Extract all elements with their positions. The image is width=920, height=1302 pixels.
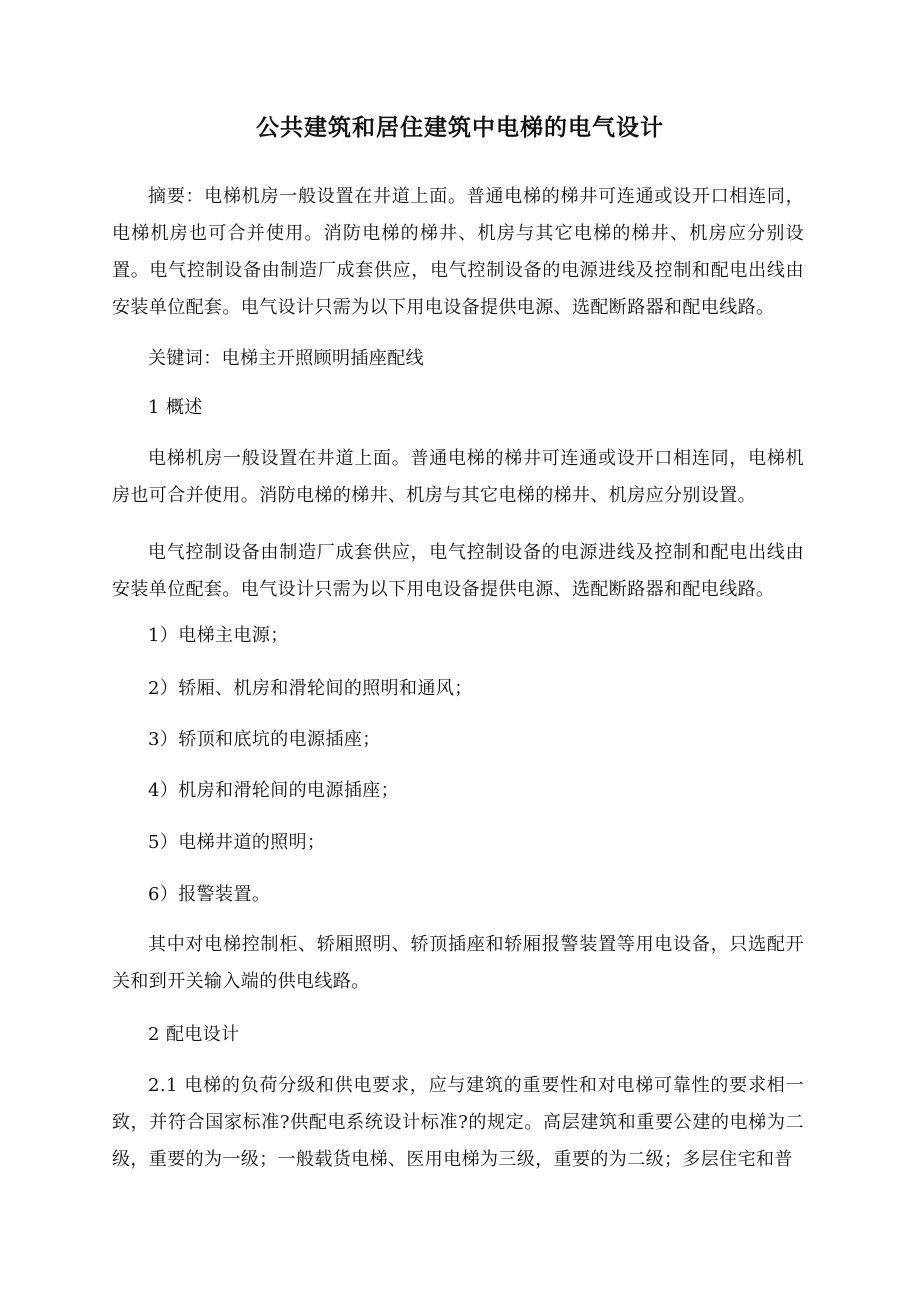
list-item: 4）机房和滑轮间的电源插座； [148, 780, 400, 801]
abstract-paragraph: 摘要：电梯机房一般设置在井道上面。普通电梯的梯井可连通或设开口相连同，电梯机房也可合并使用。消防电梯的梯井、机房与其它电梯的梯井、机房应分别设置。电气控制设备由制造厂成套供应，电气控制设备的电源进线及控制和配电出线由安装单位配套。电气设计只需为以下用电设备提供电源、选配断路器和配电线路。 [112, 186, 804, 318]
list-item: 1）电梯主电源； [148, 625, 289, 646]
section-1-heading: 1 概述 [148, 397, 203, 418]
document-title: 公共建筑和居住建筑中电梯的电气设计 [256, 115, 664, 141]
section-1-paragraph-2: 电气控制设备由制造厂成套供应，电气控制设备的电源进线及控制和配电出线由安装单位配套。电气设计只需为以下用电设备提供电源、选配断路器和配电线路。 [112, 542, 804, 600]
section-2-paragraph-1: 2.1 电梯的负荷分级和供电要求，应与建筑的重要性和对电梯可靠性的要求相一致，并符合国家标准?供配电系统设计标准?的规定。高层建筑和重要公建的电梯为二级，重要的为一级；一般载货电梯、医用电梯为三级，重要的为二级；多层住宅和普 [112, 1075, 804, 1170]
list-item: 3）轿顶和底坑的电源插座； [148, 729, 381, 750]
section-1-paragraph-1: 电梯机房一般设置在井道上面。普通电梯的梯井可连通或设开口相连同，电梯机房也可合并使用。消防电梯的梯井、机房与其它电梯的梯井、机房应分别设置。 [112, 448, 804, 506]
list-item: 6）报警装置。 [148, 884, 271, 905]
section-1-paragraph-3: 其中对电梯控制柜、轿厢照明、轿顶插座和轿厢报警装置等用电设备，只选配开关和到开关输入端的供电线路。 [112, 934, 804, 992]
section-2-heading: 2 配电设计 [148, 1024, 240, 1045]
list-item: 2）轿厢、机房和滑轮间的照明和通风； [148, 678, 473, 699]
keywords-paragraph: 关键词：电梯主开照顾明插座配线 [148, 348, 424, 369]
list-item: 5）电梯井道的照明； [148, 832, 326, 853]
